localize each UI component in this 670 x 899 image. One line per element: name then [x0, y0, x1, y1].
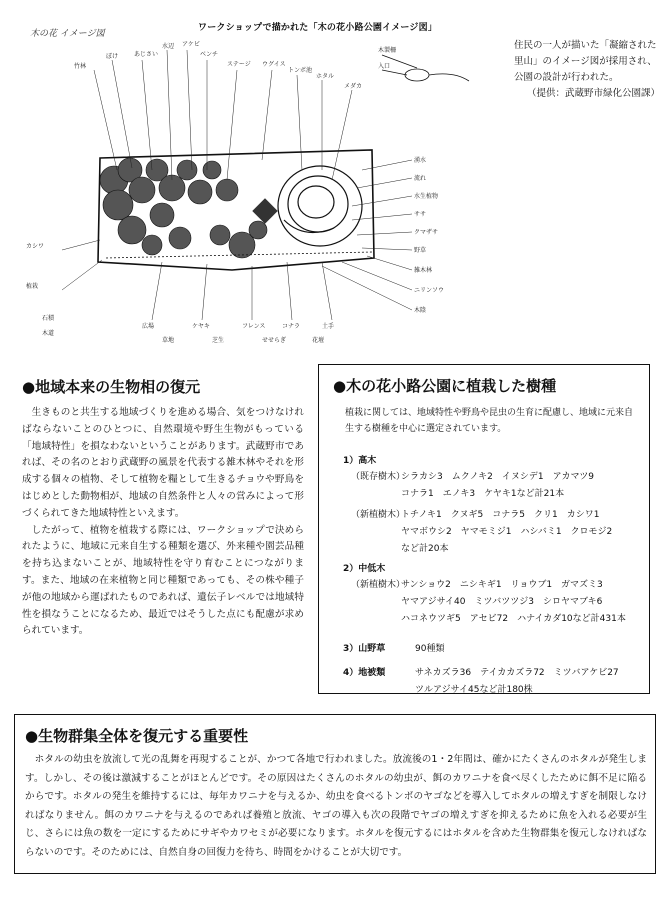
section-community-restoration: [14, 714, 656, 874]
sketch-label: 野草: [414, 247, 427, 254]
sketch-label: あじさい: [134, 51, 159, 58]
sketch-label: ウグイス: [262, 61, 286, 68]
sketch-label: コナラ: [282, 323, 301, 330]
section-intro: 植栽に関しては、地域特性や野鳥や昆虫の生育に配慮し、地域に元来自生する樹種を中心に選定されています。: [345, 408, 634, 434]
category-ground-cover: 4）地被類: [343, 668, 386, 678]
sketch-title: ワークショップで描かれた「木の花小路公園イメージ図」: [198, 23, 438, 33]
sketch-label: 湧水: [414, 157, 427, 164]
sketch-label: 花壇: [312, 337, 325, 344]
paragraph: ホタルの幼虫を放流して光の乱舞を再現することが、かつて各地で行われました。放流後の1・2年間は、確かにたくさんのホタルが発生します。しかし、その後は激減することがほとんどです。その原因はたくさんのホタルの幼虫が、餌のカワニナを食べ尽くしたために餌不足に陥るからです。ホタルの発生を維持するには、毎年カワニナを与えるか、幼虫を食べるトンボのヤゴなどを導入してホタルの増えすぎを制限しなければなりません。餌のカワニナを与えるのであれば養殖と放流、ヤゴの導入も次の段階でヤゴの増えすぎを抑えるために魚を入れる必要が生じ、さらには魚の数を一定にするためにサギやカワセミが必要になります。ホタルを復元するにはホタルを含めた生物群集を復元しなければならないのです。そのためには、自然自身の回復力を待ち、時間をかけることが大切です。: [25, 754, 647, 858]
sketch-label: 雑木林: [414, 267, 433, 274]
sketch-label: ホタル: [316, 73, 335, 80]
section-native-biota: [22, 376, 304, 640]
species-line: など計20本: [401, 544, 449, 554]
sketch-label: 入口: [378, 63, 391, 70]
sketch-label: 芝生: [212, 337, 225, 344]
species-line: シラカシ3 ムクノキ2 イヌシデ1 アカマツ9: [401, 472, 595, 482]
section-title: ●木の花小路公園に植栽した樹種: [333, 377, 557, 395]
sketch-label: 木道: [42, 330, 55, 337]
species-line: サンショウ2 ニシキギ1 リョウブ1 ガマズミ3: [401, 580, 603, 590]
sketch-label: 竹林: [74, 63, 87, 70]
species-list: [415, 665, 619, 699]
sketch-label: トンボ池: [288, 67, 313, 74]
sketch-label: アケビ: [182, 41, 200, 48]
sketch-label: 草地: [162, 337, 175, 344]
species-line: ハコネウツギ5 アセビ72 ハナイカダ10など計431本: [401, 614, 626, 624]
species-list: [401, 507, 612, 558]
subcategory-label: （既存樹木）: [351, 472, 406, 482]
sketch-label: ケヤキ: [192, 323, 210, 330]
section-title: ●地域本来の生物相の復元: [22, 378, 201, 396]
sketch-label: 木製柵: [378, 47, 397, 54]
sketch-label: ベンチ: [200, 51, 219, 58]
subcategory-label: （新植樹木）: [351, 510, 406, 520]
sketch-label: ニリンソウ: [414, 287, 445, 294]
species-line: トチノキ1 クヌギ5 コナラ5 クリ1 カシワ1: [401, 510, 600, 520]
caption-text: 住民の一人が描いた「凝縮された里山」のイメージ図が採用され、公園の設計が行われた。: [514, 40, 657, 83]
sketch-label: 水生植物: [414, 193, 439, 200]
species-line: ヤマボウシ2 ヤマモミジ1 ハシバミ1 クロモジ2: [401, 527, 613, 537]
sketch-label: せせらぎ: [262, 337, 287, 344]
sketch-label: フレンス: [242, 323, 266, 330]
park-sketch-drawing: [22, 30, 492, 350]
sketch-label: 植栽: [26, 283, 39, 290]
caption-source: （提供：武蔵野市緑化公園課）: [526, 88, 660, 99]
sketch-label: ササ: [414, 211, 427, 218]
section-title: ●生物群集全体を復元する重要性: [25, 727, 249, 745]
species-line: ヤマアジサイ40 ミツバツツジ3 シロヤマブキ6: [401, 597, 603, 607]
sketch-label: 流れ: [414, 175, 427, 182]
species-line: コナラ1 エノキ3 ケヤキ1など計21本: [401, 489, 565, 499]
sketch-label: ぼけ: [106, 53, 119, 60]
species-count: 90種類: [415, 644, 445, 654]
species-list: [401, 469, 594, 503]
sketch-corner-label: 木の花 イメージ図: [30, 29, 105, 39]
species-line: ツルアジサイ45など計180株: [415, 685, 533, 695]
sketch-label: 水辺: [162, 43, 175, 50]
species-line: サネカズラ36 テイカカズラ72 ミツバアケビ27: [415, 668, 619, 678]
subcategory-label: （新植樹木）: [351, 580, 406, 590]
category-shrubs: 2）中低木: [343, 564, 386, 574]
section-planted-species: [318, 364, 650, 694]
sketch-caption: [514, 38, 664, 102]
category-tall-trees: 1）高木: [343, 456, 377, 466]
sketch-label: カシワ: [26, 243, 45, 250]
sketch-label: ステージ: [227, 61, 251, 68]
sketch-label: メダカ: [344, 83, 363, 90]
sketch-label: 木陰: [414, 307, 427, 314]
sketch-label: 石積: [42, 315, 55, 322]
category-wild-herbs: 3）山野草: [343, 644, 386, 654]
paragraph: 生きものと共生する地域づくりを進める場合、気をつけなければならないことのひとつに、自然環境や野生生物がもっている「地域特性」を損なわないということがあります。武蔵野市であれば、その名のとおり武蔵野の風景を代表する雑木林やそれを形成する個々の植物、そして植物を糧として生きるチョウや野鳥をはじめとした動物相が、地域の自然条件と人々の営みによって形づくられてきた地域特性といえます。: [22, 407, 304, 519]
sketch-label: 土手: [322, 323, 335, 330]
sketch-label: クマザサ: [414, 229, 439, 236]
sketch-label: 広場: [142, 323, 155, 330]
paragraph: したがって、植物を植栽する際には、ワークショップで決められたように、地域に元来自生する種類を選び、外来種や園芸品種を持ち込まないことが、地域特性を守り育むことにつながります。また、地域の在来植物と同じ種類であっても、その株や種子が他の地域から運ばれたものであれば、遺伝子レベルでは地域特性を損なうことになるため、最近ではそうした点にも配慮が求められています。: [22, 524, 304, 637]
species-list: [401, 577, 626, 628]
